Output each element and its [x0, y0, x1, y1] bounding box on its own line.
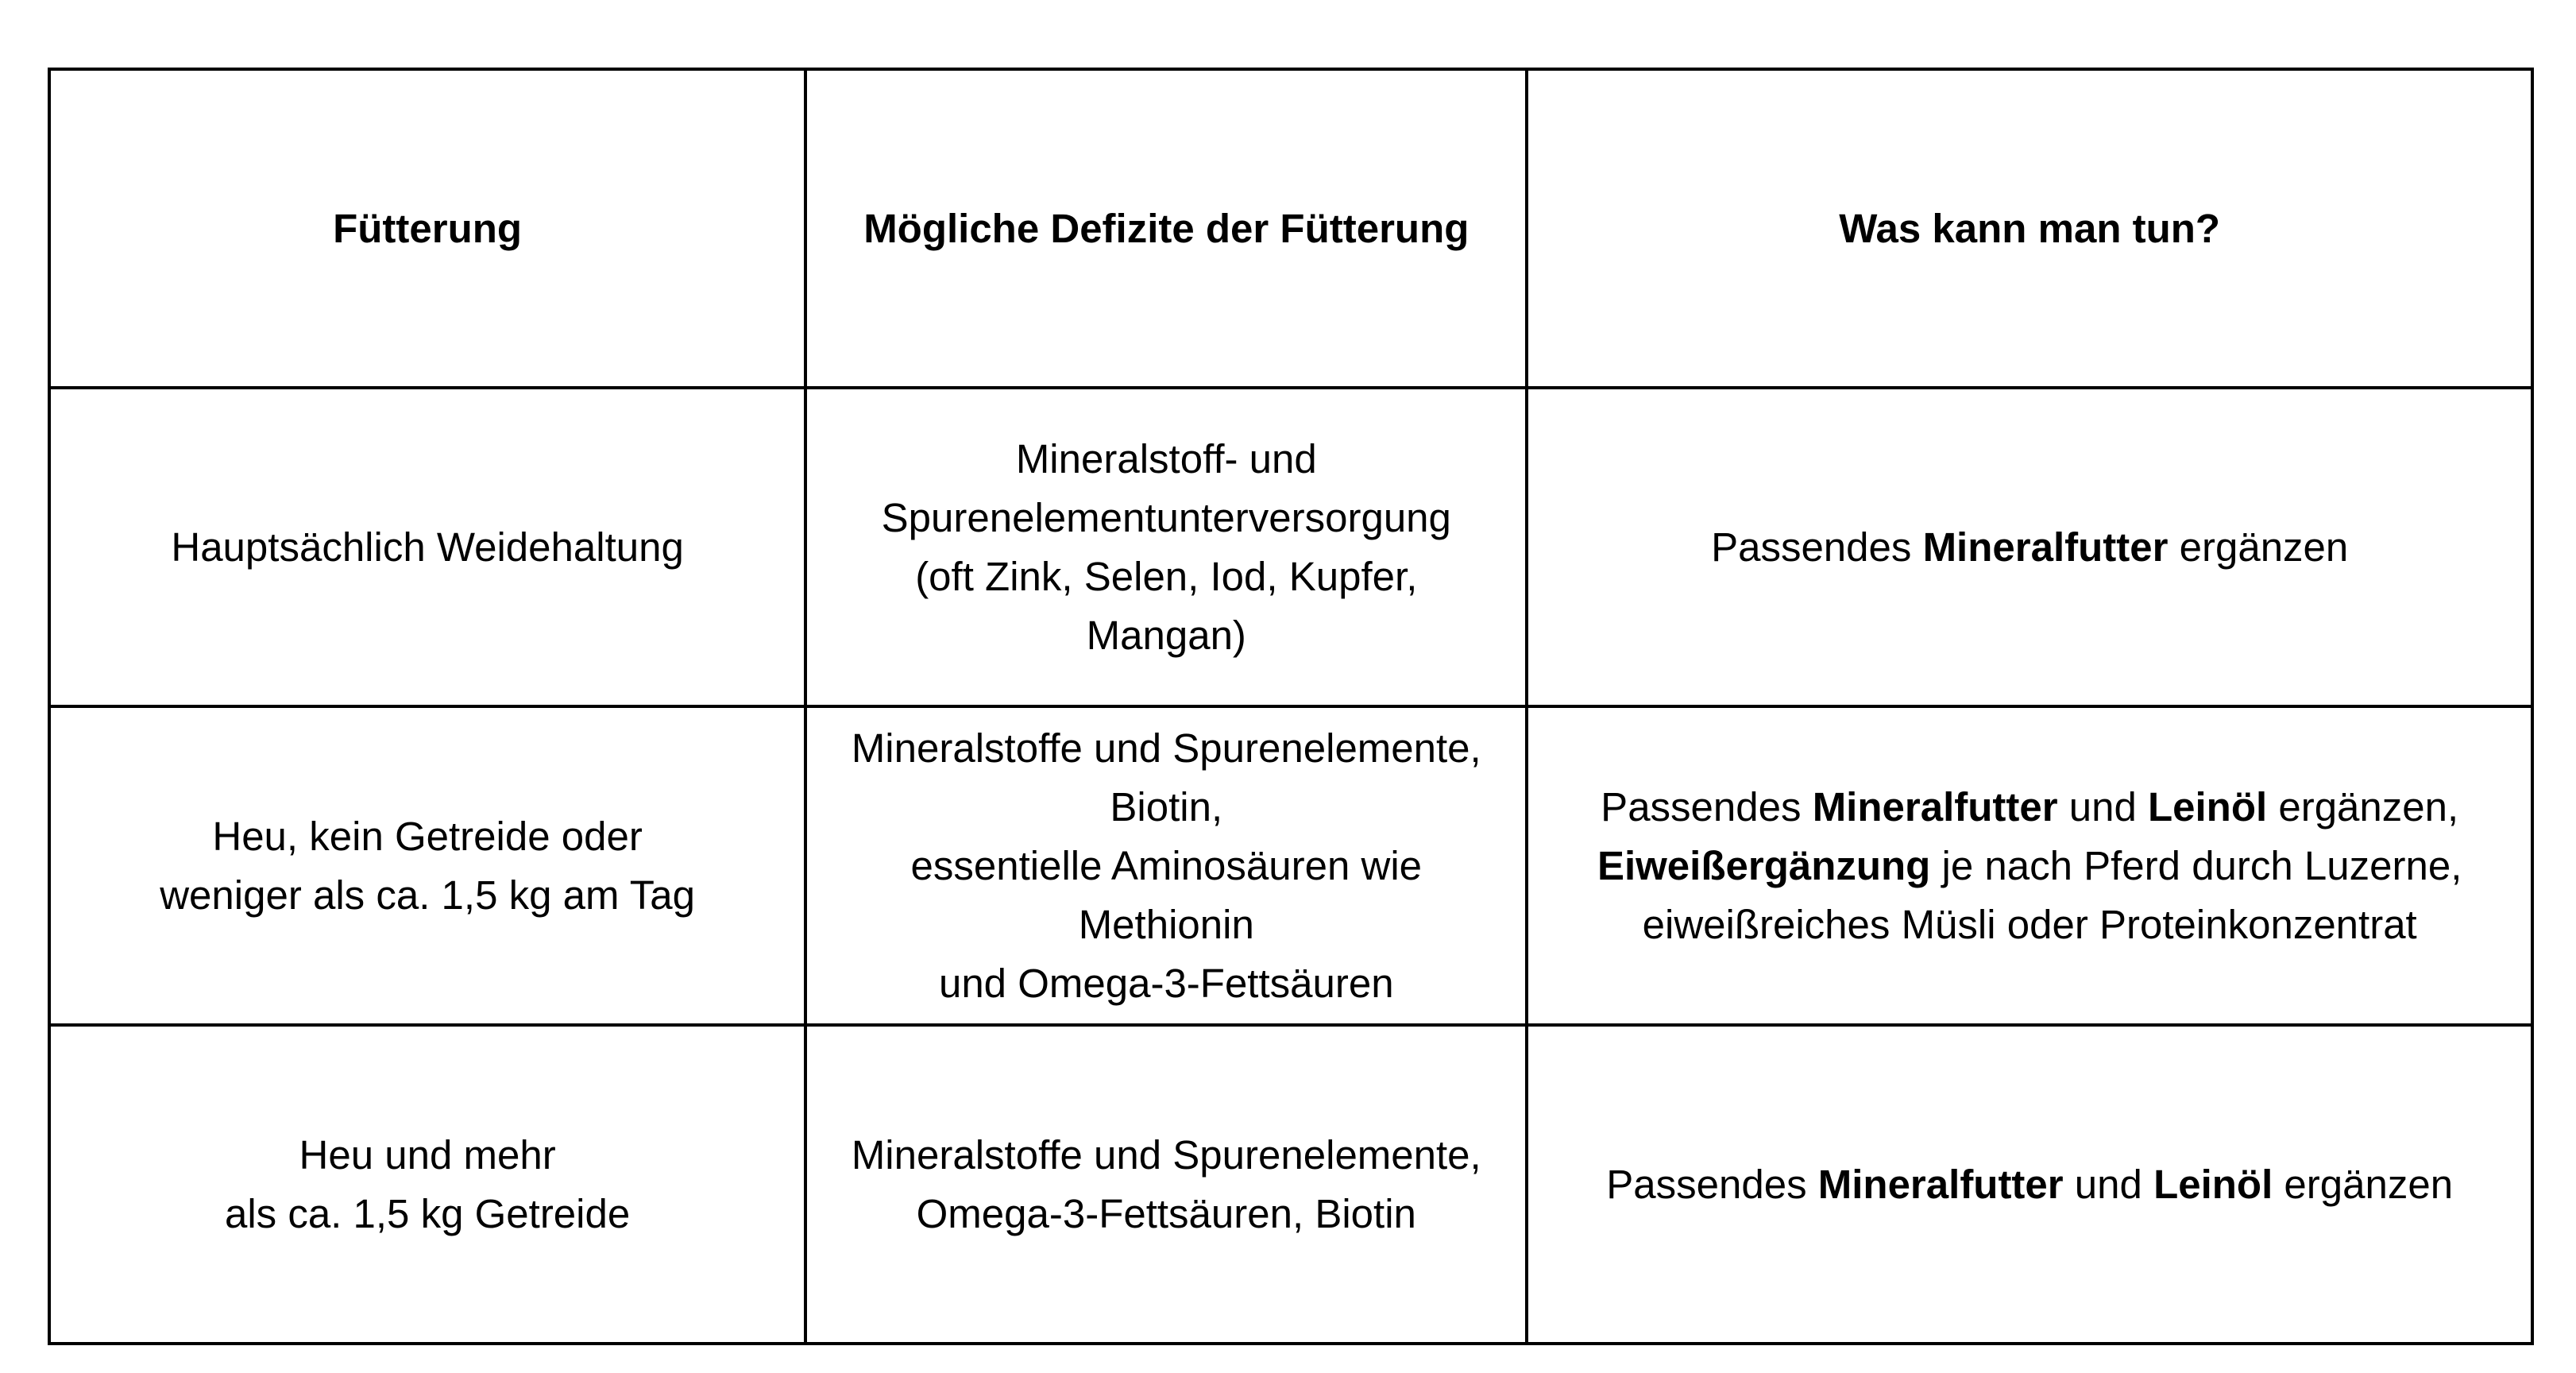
cell-line: Methionin [1078, 901, 1254, 947]
cell-feeding [49, 1025, 805, 1344]
cell-action [1527, 388, 2532, 706]
header-row [49, 69, 2532, 388]
cell-action [1527, 706, 2532, 1025]
bold-term: Leinöl [2153, 1161, 2273, 1207]
feeding-table [48, 68, 2534, 1345]
bold-term: Eiweißergänzung [1597, 842, 1931, 888]
text-run: eiweißreiches Müsli oder Proteinkonzentrat [1642, 901, 2417, 947]
text-run: ergänzen, [2267, 783, 2459, 830]
cell-line [1544, 778, 2515, 837]
text-run: Passendes [1601, 783, 1813, 830]
cell-line: Omega-3-Fettsäuren, Biotin [916, 1190, 1416, 1236]
text-run: und [2063, 1161, 2154, 1207]
cell-line [1544, 518, 2515, 577]
cell-deficits [805, 1025, 1527, 1344]
cell-deficits [805, 388, 1527, 706]
cell-line: (oft Zink, Selen, Iod, Kupfer, [915, 553, 1418, 599]
cell-line [1544, 837, 2515, 895]
cell-line: Mineralstoffe und Spurenelemente, [851, 1131, 1481, 1178]
bold-term: Mineralfutter [1922, 524, 2169, 570]
header-deficits: Mögliche Defizite der Fütterung [805, 69, 1527, 388]
cell-line: Mineralstoffe und Spurenelemente, [851, 725, 1481, 771]
header-feeding: Fütterung [49, 69, 805, 388]
bold-term: Mineralfutter [1817, 1161, 2064, 1207]
table-row [49, 388, 2532, 706]
cell-line [1544, 1155, 2515, 1214]
text-run: je nach Pferd durch Luzerne, [1930, 842, 2462, 888]
text-run: und [2057, 783, 2148, 830]
cell-deficits [805, 706, 1527, 1025]
cell-line: Biotin, [1110, 783, 1223, 830]
feeding-table-container [48, 68, 2534, 1343]
header-action: Was kann man tun? [1527, 69, 2532, 388]
cell-line: Spurenelementunterversorgung [881, 494, 1451, 540]
cell-line: essentielle Aminosäuren wie [910, 842, 1423, 888]
text-run: Passendes [1711, 524, 1923, 570]
text-run: Passendes [1606, 1161, 1818, 1207]
cell-line [1544, 895, 2515, 954]
cell-line: Hauptsächlich Weidehaltung [171, 524, 684, 570]
cell-line: Mangan) [1086, 612, 1246, 658]
cell-line: weniger als ca. 1,5 kg am Tag [160, 872, 695, 918]
bold-term: Mineralfutter [1812, 783, 2058, 830]
cell-line: Heu und mehr [299, 1131, 556, 1178]
cell-feeding [49, 388, 805, 706]
bold-term: Leinöl [2148, 783, 2268, 830]
text-run: ergänzen [2168, 524, 2349, 570]
cell-line: Heu, kein Getreide oder [212, 813, 643, 859]
text-run: ergänzen [2273, 1161, 2454, 1207]
cell-line: Mineralstoff- und [1015, 435, 1317, 482]
cell-line: und Omega-3-Fettsäuren [938, 960, 1394, 1006]
cell-action [1527, 1025, 2532, 1344]
table-row [49, 1025, 2532, 1344]
cell-feeding [49, 706, 805, 1025]
table-row [49, 706, 2532, 1025]
cell-line: als ca. 1,5 kg Getreide [224, 1190, 631, 1236]
